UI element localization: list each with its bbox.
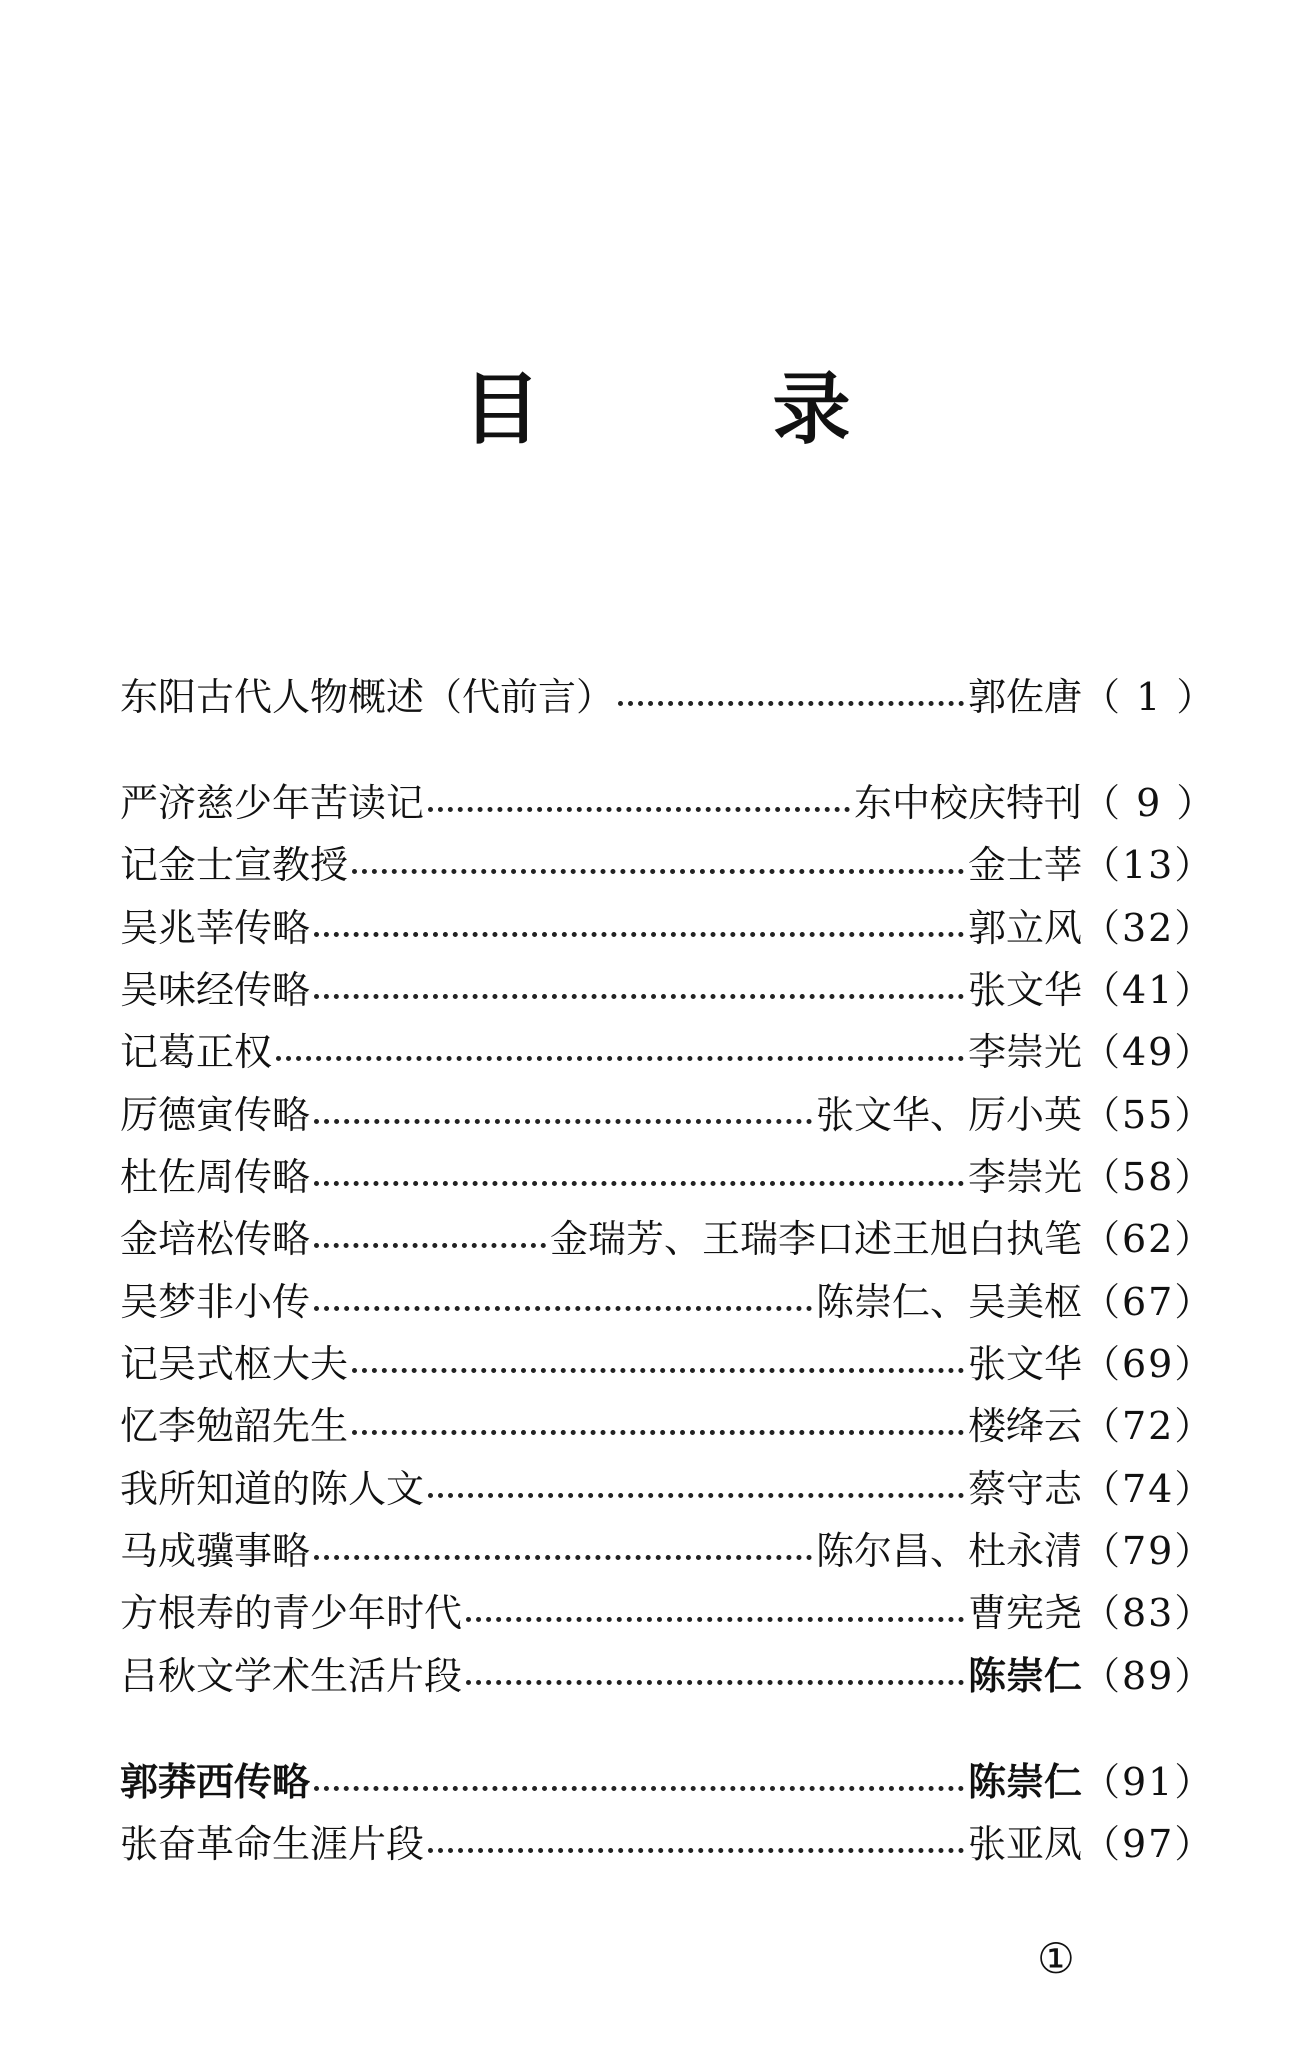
toc-entry-18 (120, 1815, 1215, 1873)
toc-entry-title: 郭莽西传略 (120, 1759, 311, 1804)
toc-entry-title: 张奋革命生涯片段 (120, 1822, 425, 1866)
toc-entry-author: 蔡守志 (967, 1467, 1082, 1511)
toc-entry-12 (120, 1397, 1215, 1455)
toc-entry-5 (120, 961, 1215, 1019)
toc-entry-author: 曹宪尧 (967, 1591, 1082, 1635)
toc-entry-page: （91） (1082, 1760, 1215, 1804)
toc-entry-author: 张文华、厉小英 (815, 1093, 1082, 1137)
toc-entry-16 (120, 1647, 1215, 1705)
toc-entry-3 (120, 836, 1215, 894)
toc-entry-page: （97） (1082, 1822, 1215, 1866)
toc-dot-leader (314, 1555, 812, 1560)
toc-dot-leader (314, 1119, 812, 1124)
page-title (0, 360, 1313, 460)
toc-entry-title: 吴味经传略 (120, 968, 311, 1012)
toc-entry-1 (120, 668, 1217, 726)
toc-dot-leader (314, 932, 964, 937)
toc-entry-author: 张文华 (967, 1342, 1082, 1386)
toc-dot-leader (314, 994, 964, 999)
toc-entry-8 (120, 1148, 1215, 1206)
toc-dot-leader (314, 1306, 812, 1311)
toc-dot-leader (352, 1430, 964, 1435)
toc-entry-page: （13） (1082, 843, 1215, 887)
toc-entry-author: 郭立风 (967, 906, 1082, 950)
toc-entry-page: （62） (1082, 1217, 1215, 1261)
toc-entry-author: 李崇光 (967, 1030, 1082, 1074)
toc-entry-title: 吕秋文学术生活片段 (120, 1654, 463, 1698)
toc-entry-page: （ 9 ） (1082, 781, 1217, 825)
toc-entry-14 (120, 1522, 1215, 1580)
toc-entry-10 (120, 1273, 1215, 1331)
toc-entry-title: 厉德寅传略 (120, 1093, 311, 1137)
toc-entry-title: 记金士宣教授 (120, 843, 349, 887)
toc-entry-4 (120, 899, 1215, 957)
page-title-char-1: 目 (462, 364, 541, 455)
toc-entry-author: 李崇光 (967, 1155, 1082, 1199)
toc-entry-17 (120, 1753, 1215, 1811)
toc-entry-title: 马成骥事略 (120, 1529, 311, 1573)
toc-entry-6 (120, 1023, 1215, 1081)
toc-entry-title: 吴兆莘传略 (120, 906, 311, 950)
toc-entry-11 (120, 1335, 1215, 1393)
toc-dot-leader (352, 1368, 964, 1373)
toc-entry-page: （58） (1082, 1155, 1215, 1199)
toc-entry-author: 陈崇仁、吴美枢 (815, 1280, 1082, 1324)
toc-entry-title: 方根寿的青少年时代 (120, 1591, 463, 1635)
toc-entry-title: 严济慈少年苦读记 (120, 781, 425, 825)
toc-entry-title: 东阳古代人物概述（代前言） (120, 675, 615, 719)
toc-dot-leader (428, 807, 850, 812)
toc-entry-title: 金培松传略 (120, 1217, 311, 1261)
toc-dot-leader (314, 1243, 546, 1248)
toc-entry-author: 张文华 (967, 968, 1082, 1012)
toc-entry-page: （83） (1082, 1591, 1215, 1635)
toc-entry-author: 楼绛云 (967, 1404, 1082, 1448)
toc-dot-leader (466, 1680, 964, 1685)
toc-entry-author: 金士莘 (967, 843, 1082, 887)
toc-entry-page: （74） (1082, 1467, 1215, 1511)
toc-dot-leader (352, 869, 964, 874)
toc-entry-title: 记吴式枢大夫 (120, 1342, 349, 1386)
toc-entry-title: 吴梦非小传 (120, 1280, 311, 1324)
toc-entry-page: （32） (1082, 906, 1215, 950)
toc-entry-author: 张亚凤 (967, 1822, 1082, 1866)
toc-entry-author: 东中校庆特刊 (853, 781, 1082, 825)
toc-entry-title: 我所知道的陈人文 (120, 1467, 425, 1511)
page-number: ① (1037, 1934, 1075, 1983)
toc-entry-title: 杜佐周传略 (120, 1155, 311, 1199)
toc-entry-page: （79） (1082, 1529, 1215, 1573)
toc-entry-13 (120, 1460, 1215, 1518)
toc-entry-2 (120, 774, 1217, 832)
toc-dot-leader (428, 1493, 964, 1498)
toc-entry-page: （49） (1082, 1030, 1215, 1074)
toc-entry-title: 忆李勉韶先生 (120, 1404, 349, 1448)
toc-entry-page: （69） (1082, 1342, 1215, 1386)
toc-dot-leader (618, 701, 964, 706)
toc-entry-author: 金瑞芳、王瑞李口述王旭白执笔 (549, 1217, 1082, 1261)
toc-dot-leader (276, 1056, 964, 1061)
toc-entry-author: 陈崇仁 (967, 1759, 1082, 1804)
toc-entry-7 (120, 1086, 1215, 1144)
toc-entry-page: （72） (1082, 1404, 1215, 1448)
toc-dot-leader (314, 1786, 964, 1791)
toc-entry-page: （55） (1082, 1093, 1215, 1137)
toc-entry-author: 陈尔昌、杜永清 (815, 1529, 1082, 1573)
toc-entry-9 (120, 1210, 1215, 1268)
toc-entry-author: 郭佐唐 (967, 675, 1082, 719)
toc-entry-author: 陈崇仁 (967, 1653, 1082, 1698)
toc-dot-leader (314, 1181, 964, 1186)
toc-entry-15 (120, 1584, 1215, 1642)
toc-entry-title: 记葛正权 (120, 1030, 273, 1074)
toc-entry-page: （41） (1082, 968, 1215, 1012)
toc-entry-page: （89） (1082, 1654, 1215, 1698)
toc-entry-page: （ 1 ） (1082, 675, 1217, 719)
toc-dot-leader (428, 1848, 964, 1853)
toc-dot-leader (466, 1617, 964, 1622)
page-title-gap (541, 360, 773, 460)
toc-entry-page: （67） (1082, 1280, 1215, 1324)
page-title-char-2: 录 (772, 364, 851, 455)
